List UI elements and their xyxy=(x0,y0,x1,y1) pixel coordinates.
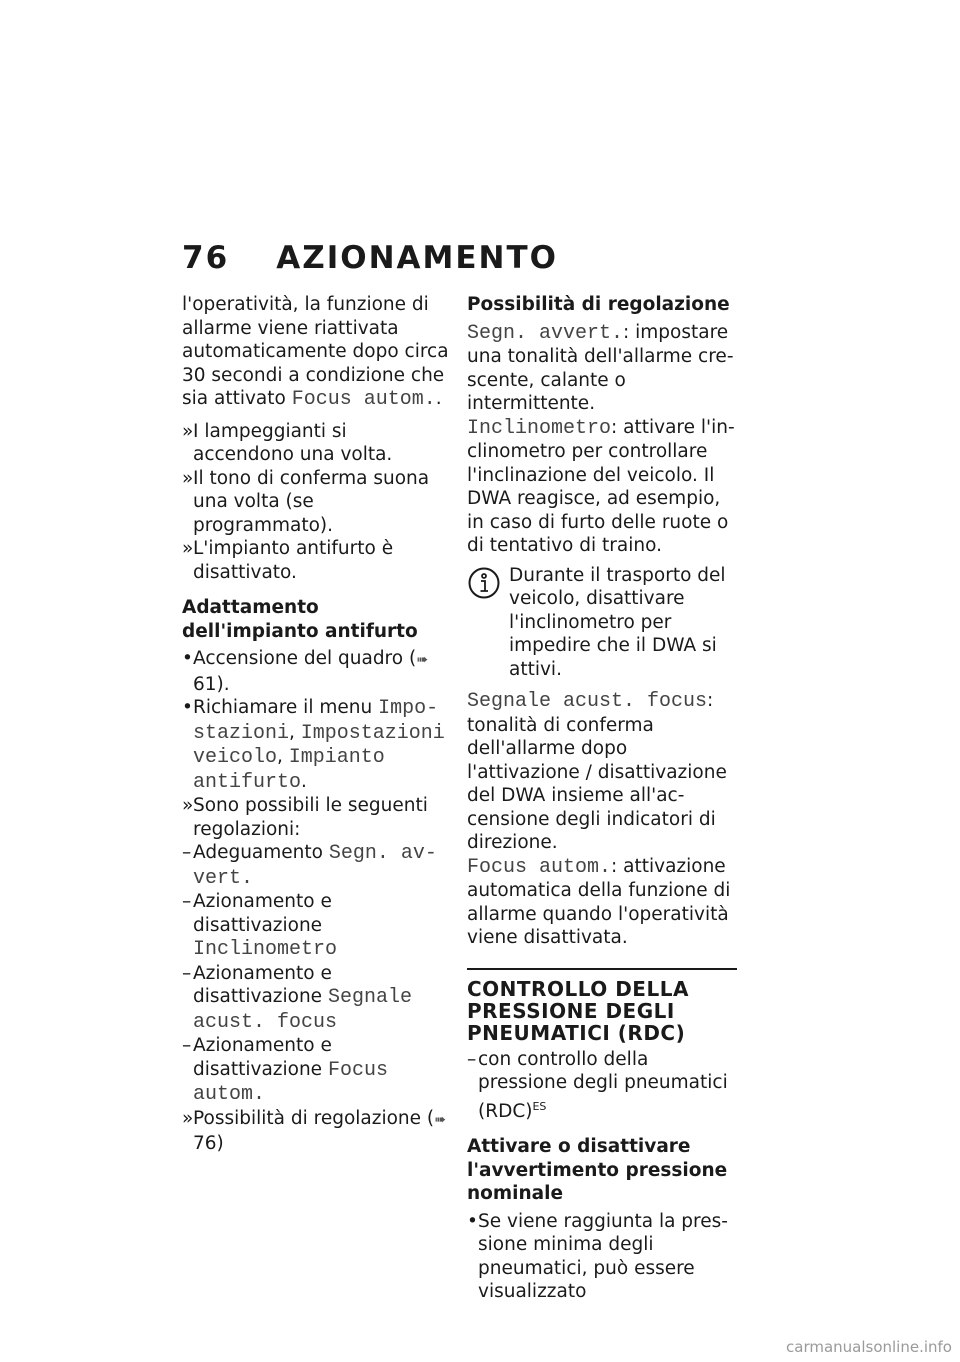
dash-marker: – xyxy=(182,842,192,863)
adaptation-heading: Adattamento dell'impianto antifurto xyxy=(182,597,418,642)
setting-paragraph xyxy=(467,416,737,558)
setting-code: Focus autom. xyxy=(467,855,612,879)
dash-marker: – xyxy=(467,1048,477,1070)
bullet-marker: • xyxy=(182,697,193,718)
page-ref-link[interactable]: 76 xyxy=(193,1133,217,1154)
bullet-marker: • xyxy=(467,1210,478,1232)
page-title: AZIONAMENTO xyxy=(276,240,558,276)
rdc-section-heading: CONTROLLO DELLA PRESSIONE DEGLI PNEUMATICI (RDC) xyxy=(467,968,737,1044)
setting-paragraph xyxy=(467,689,737,855)
menu-code: Impianto antifurto xyxy=(193,746,385,794)
option-item xyxy=(182,1034,452,1107)
step-item xyxy=(182,647,452,696)
bullet-marker: • xyxy=(182,648,193,669)
note-text: Durante il trasporto del veicolo, disattivare l'inclinometro per impedire che il DWA si attivi. xyxy=(509,564,726,680)
watermark: carmanualsonline.info xyxy=(786,1338,952,1356)
focus-autom-code: Focus autom. xyxy=(291,388,436,411)
result-text: L'impianto antifurto è disattivato. xyxy=(193,538,394,583)
result-text: Sono possibili le seguenti regolazioni: xyxy=(193,795,428,840)
result-text: I lampeggianti si accendono una volta. xyxy=(193,420,393,465)
option-text: Azionamento e disattivazione xyxy=(193,962,332,1007)
result-marker: » xyxy=(182,1107,194,1129)
step-text: Accensione del quadro ( xyxy=(193,648,417,669)
setting-text: : attivare l'inclinometro per controllare l'inclinazione del veicolo. Il DWA reagisce, ad esempio, in caso di furto delle ruote o di tentativo di traino. xyxy=(467,416,735,556)
result-item xyxy=(182,537,452,584)
menu-code: Impostazioni xyxy=(193,697,439,745)
equipment-code: ES xyxy=(532,1099,547,1113)
result-item xyxy=(182,1107,452,1156)
result-marker: » xyxy=(182,420,194,442)
step-suffix: . xyxy=(301,770,307,792)
warning-heading: Attivare o disattivare l'avvertimento pressione nominale xyxy=(467,1136,728,1205)
option-code: Focus autom. xyxy=(193,1058,388,1106)
option-text: Azionamento e disattivazione xyxy=(193,891,332,936)
setting-code: Segnale acust. focus xyxy=(467,690,708,713)
intro-period: . xyxy=(435,388,442,409)
setting-code: Inclinometro xyxy=(467,416,612,440)
settings-heading: Possibilità di regolazione xyxy=(467,294,730,315)
bullet-text: Se viene raggiunta la pressione minima degli pneumatici, può essere visualizzato xyxy=(478,1210,728,1303)
info-icon xyxy=(467,566,501,600)
equipment-text: con controllo della pressione degli pneumatici (RDC) xyxy=(478,1048,728,1122)
page-ref-link[interactable]: 61 xyxy=(193,673,217,695)
option-text: Azionamento e disattivazione xyxy=(193,1035,332,1080)
option-item xyxy=(182,841,452,890)
separator: , xyxy=(289,721,301,743)
result-item xyxy=(182,794,452,841)
separator: , xyxy=(277,746,289,767)
dash-marker: – xyxy=(182,891,192,912)
option-code: Segnale acust. focus xyxy=(193,986,412,1034)
page-header xyxy=(182,240,558,276)
ref-arrow-icon: ➠ xyxy=(434,1111,446,1128)
step-item xyxy=(182,696,452,794)
result-text: Il tono di conferma suona una volta (se programmato). xyxy=(193,467,430,536)
option-item xyxy=(182,962,452,1035)
setting-text: : impostare una tonalità dell'allarme crescente, calante o intermittente. xyxy=(467,321,734,414)
info-note xyxy=(467,564,737,682)
setting-code: Segn. avvert. xyxy=(467,321,624,345)
option-code: Segn. avvert. xyxy=(193,842,437,890)
setting-text: : attivazione automatica della funzione di allarme quando l'operatività viene disattivata. xyxy=(467,855,731,948)
setting-text: : tonalità di conferma dell'allarme dopo l'attivazione / disattivazione del DWA insieme all'accensione degli indicatori di direzione. xyxy=(467,690,727,853)
result-item xyxy=(182,467,452,538)
option-code: Inclinometro xyxy=(193,938,338,961)
equipment-item xyxy=(467,1048,737,1124)
dash-marker: – xyxy=(182,1035,192,1056)
option-item xyxy=(182,890,452,962)
ref-arrow-icon: ➠ xyxy=(416,652,428,668)
result-text: Possibilità di regolazione ( xyxy=(193,1107,435,1129)
result-item xyxy=(182,420,452,467)
result-marker: » xyxy=(182,538,194,559)
result-marker: » xyxy=(182,467,194,489)
right-column xyxy=(467,293,737,1304)
result-marker: » xyxy=(182,795,194,816)
step-text-close: ). xyxy=(216,673,230,695)
menu-code: Impostazioni veicolo xyxy=(193,721,445,769)
page-number: 76 xyxy=(182,240,230,276)
setting-paragraph xyxy=(467,321,737,416)
intro-paragraph xyxy=(182,293,452,412)
left-column xyxy=(182,293,452,1156)
intro-text: l'operatività, la funzione di allarme viene riattivata automaticamente dopo circa 30 secondi a condizione che sia attivato xyxy=(182,294,449,409)
setting-paragraph xyxy=(467,855,737,950)
result-close: ) xyxy=(216,1133,224,1154)
option-text: Adeguamento xyxy=(193,842,329,863)
dash-marker: – xyxy=(182,962,192,984)
step-text: Richiamare il menu xyxy=(193,697,379,718)
bullet-item xyxy=(467,1210,737,1304)
